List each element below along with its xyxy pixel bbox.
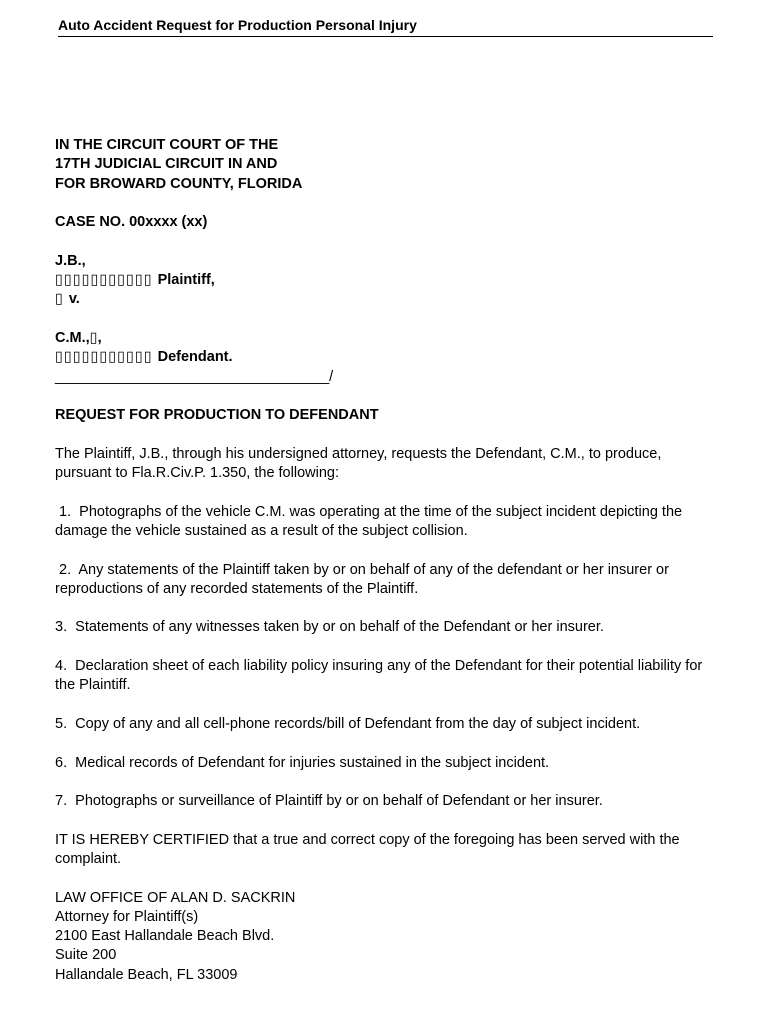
intro-paragraph: The Plaintiff, J.B., through his undersigned attorney, requests the Defendant, C.M., to produce, pursuant to Fla.R.Civ.P. 1.350, the following: [55, 445, 662, 482]
court-line-3: FOR BROWARD COUNTY, FLORIDA [55, 175, 303, 192]
spacer [55, 483, 720, 502]
spacer [55, 696, 720, 715]
plaintiff-name: J.B., [55, 252, 86, 269]
caption-signature-line: __________________________________/ [55, 368, 334, 385]
plaintiff-role: Plaintiff, [157, 272, 215, 289]
request-item-4: 4. Declaration sheet of each liability policy insuring any of the Defendant for their potential liability for the Plaintiff. [55, 658, 707, 694]
court-line-2: 17TH JUDICIAL CIRCUIT IN AND [55, 156, 278, 173]
tab-placeholder-glyphs: ▯▯▯▯▯▯▯▯▯▯▯ [55, 272, 158, 289]
request-item-5: 5. Copy of any and all cell-phone records/bill of Defendant from the day of subject incident. [55, 715, 641, 732]
versus-line [55, 290, 720, 309]
spacer [55, 387, 720, 406]
spacer [55, 773, 720, 792]
running-header [58, 16, 713, 37]
document-body [55, 136, 720, 985]
document-title: REQUEST FOR PRODUCTION TO DEFENDANT [55, 407, 379, 424]
versus: v. [68, 291, 80, 308]
spacer [55, 734, 720, 753]
defendant-name: C.M.,▯, [55, 329, 102, 346]
request-item-1: 1. Photographs of the vehicle C.M. was operating at the time of the subject incident depicting the damage the vehicle sustained as a result of the subject collision. [55, 503, 687, 539]
spacer [55, 811, 720, 830]
attorney-role: Attorney for Plaintiff(s) [55, 908, 199, 925]
spacer [55, 310, 720, 329]
spacer [55, 599, 720, 618]
address-city: Hallandale Beach, FL 33009 [55, 966, 238, 983]
spacer [55, 425, 720, 444]
spacer [55, 541, 720, 560]
defendant-role: Defendant. [157, 349, 233, 366]
spacer [55, 194, 720, 213]
spacer [55, 232, 720, 251]
request-item-3: 3. Statements of any witnesses taken by or on behalf of the Defendant or her insurer. [55, 619, 604, 636]
law-office-name: LAW OFFICE OF ALAN D. SACKRIN [55, 889, 296, 906]
spacer [55, 869, 720, 888]
spacer [55, 638, 720, 657]
tab-placeholder-glyphs: ▯ [55, 291, 69, 308]
running-header-title: Auto Accident Request for Production Personal Injury [58, 17, 417, 33]
request-item-6: 6. Medical records of Defendant for injuries sustained in the subject incident. [55, 754, 550, 771]
court-line-1: IN THE CIRCUIT COURT OF THE [55, 137, 279, 153]
defendant-role-line [55, 348, 720, 367]
plaintiff-role-line [55, 271, 720, 290]
tab-placeholder-glyphs: ▯▯▯▯▯▯▯▯▯▯▯ [55, 349, 158, 366]
address-street: 2100 East Hallandale Beach Blvd. [55, 928, 275, 945]
request-item-7: 7. Photographs or surveillance of Plaintiff by or on behalf of Defendant or her insurer. [55, 793, 603, 810]
certificate-of-service: IT IS HEREBY CERTIFIED that a true and correct copy of the foregoing has been served with the complaint. [55, 831, 680, 867]
case-number: CASE NO. 00xxxx (xx) [55, 214, 208, 231]
address-suite: Suite 200 [55, 947, 117, 964]
request-item-2: 2. Any statements of the Plaintiff taken by or on behalf of any of the defendant or her insurer or reproductions of any recorded statements of the Plaintiff. [55, 561, 673, 597]
